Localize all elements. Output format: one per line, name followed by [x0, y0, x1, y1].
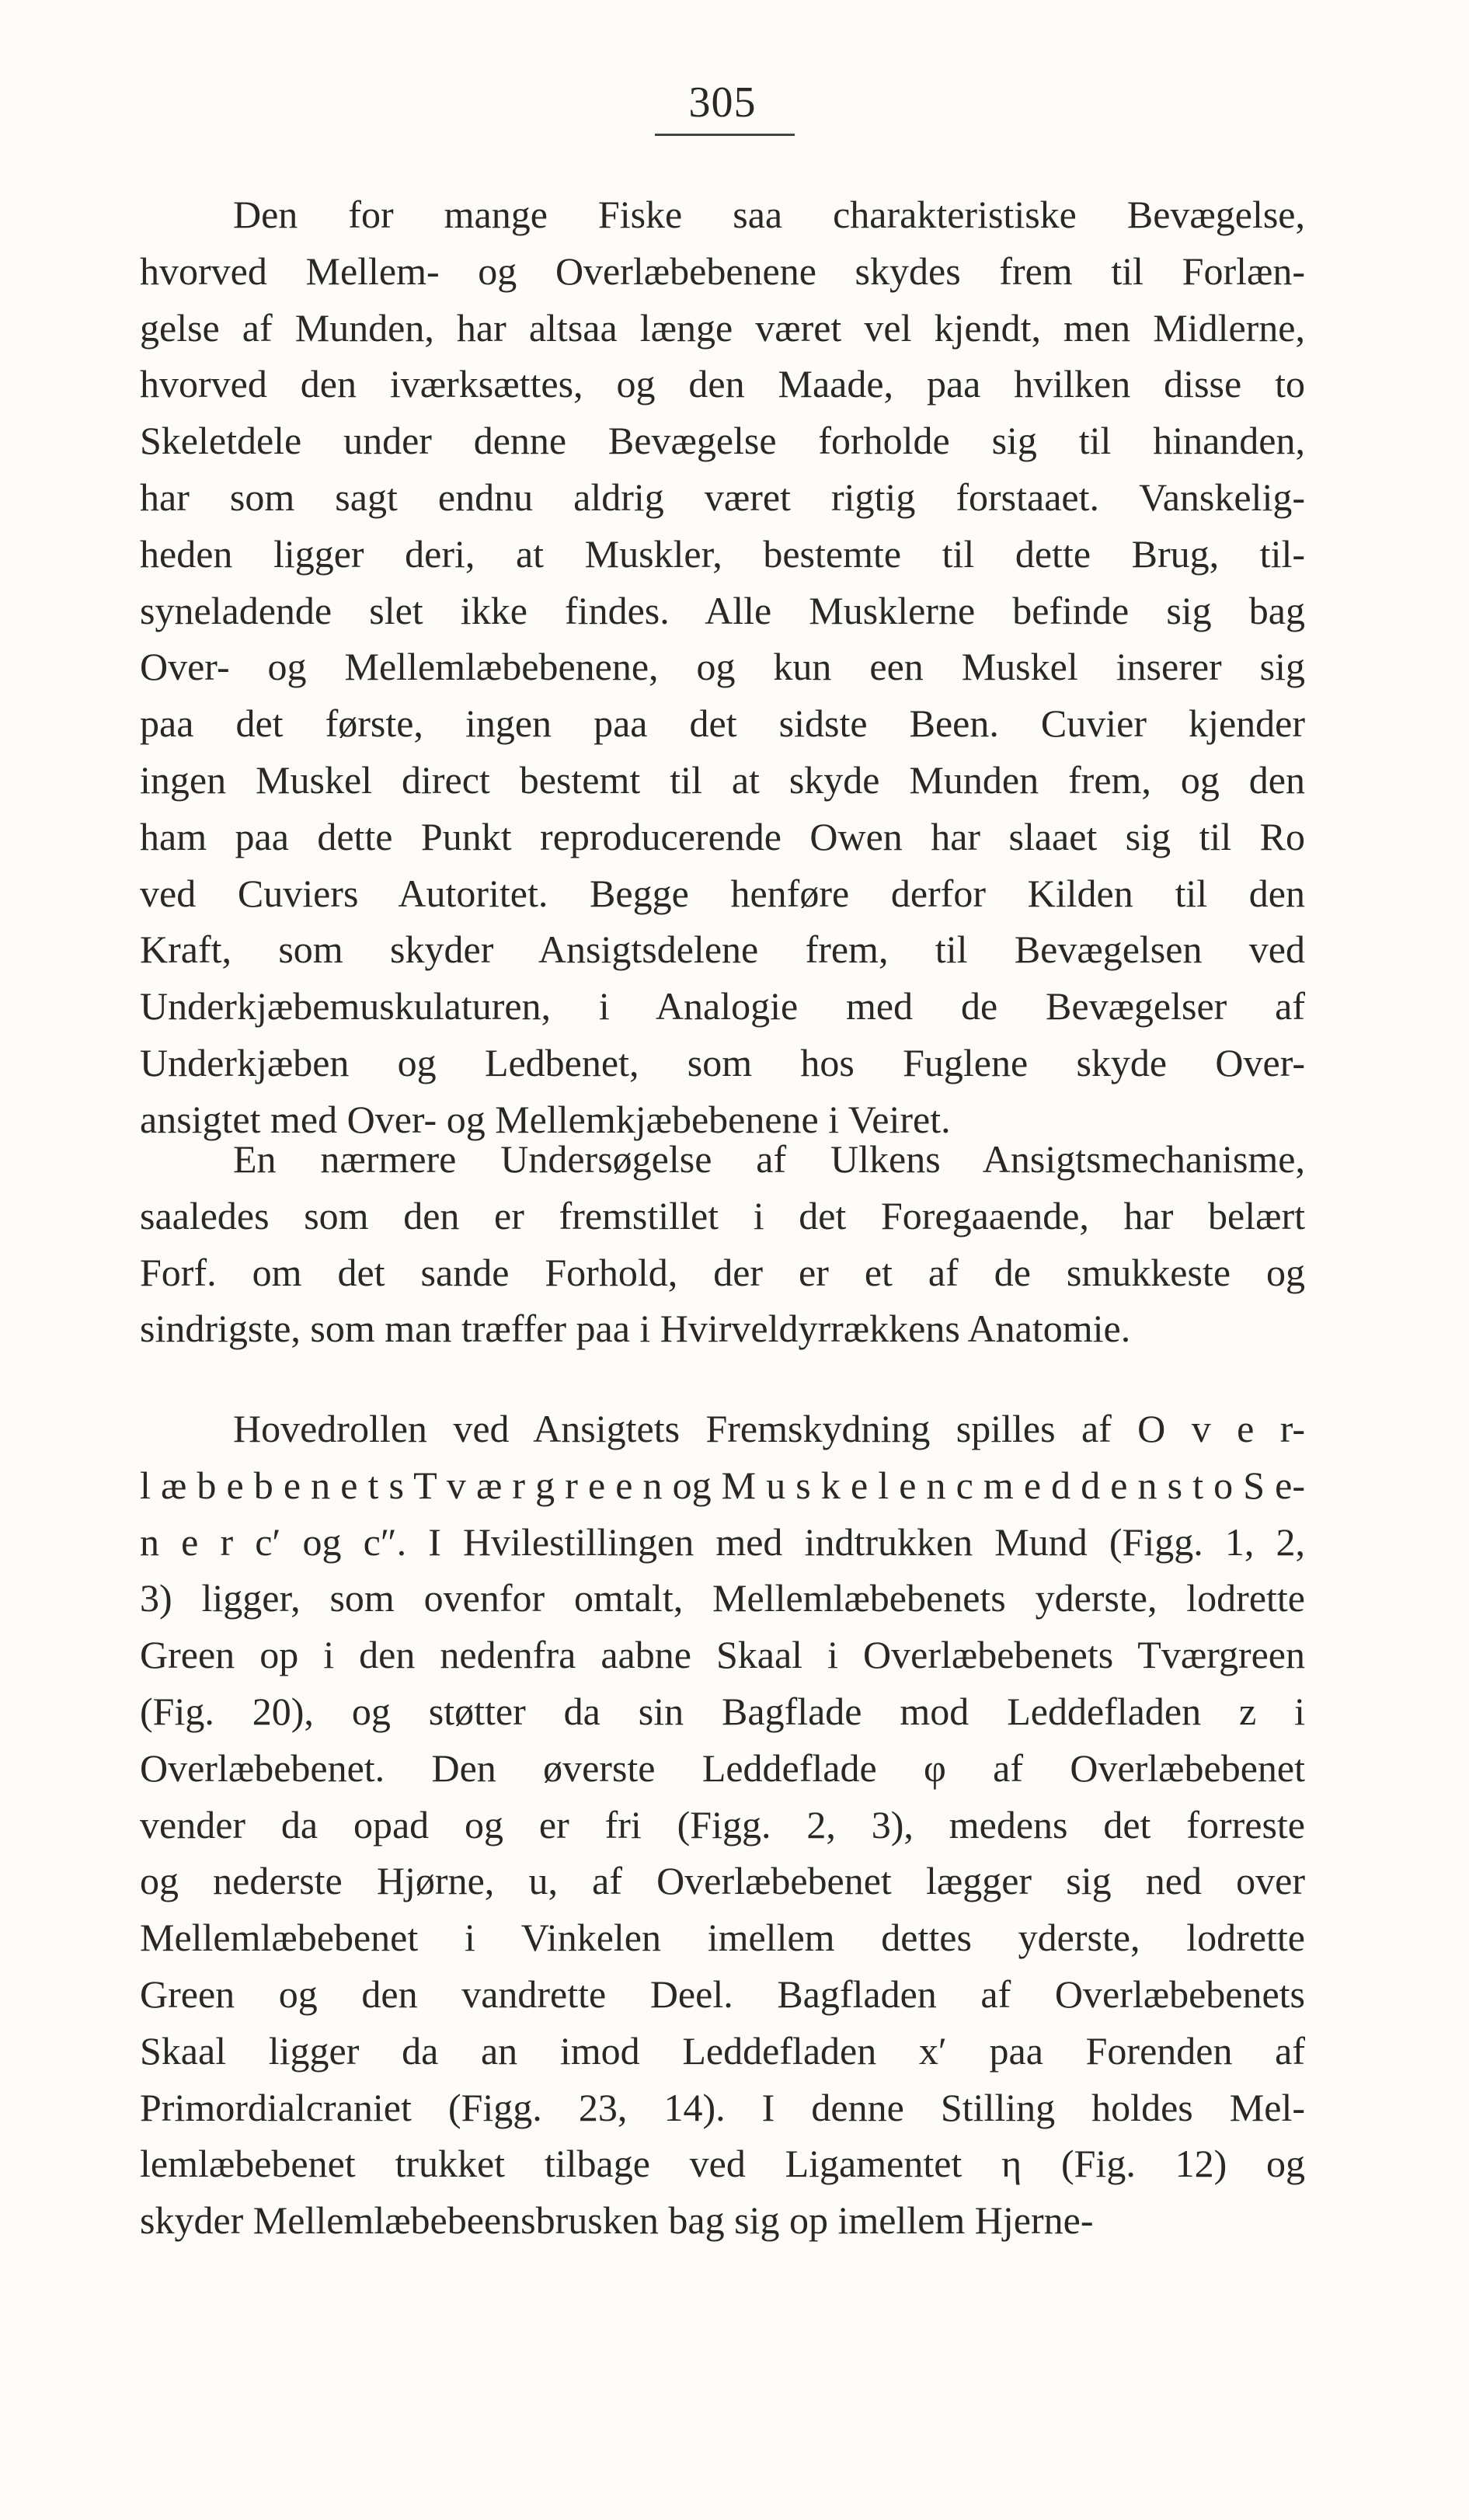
text-line: gelse af Munden, har altsaa længe været vel kjendt, men Midlerne, — [140, 305, 1305, 350]
text-line: ved Cuviers Autoritet. Begge henføre derfor Kilden til den — [140, 871, 1305, 915]
text-line: paa det første, ingen paa det sidste Been. Cuvier kjender — [140, 701, 1305, 746]
text-line: Over- og Mellemlæbebenene, og kun een Muskel inserer sig — [140, 645, 1305, 689]
text-line: sindrigste, som man træffer paa i Hvirveldyrrækkens Anatomie. — [140, 1307, 1131, 1351]
text-line: har som sagt endnu aldrig været rigtig forstaaet. Vanskelig- — [140, 475, 1305, 519]
page-number: 305 — [688, 78, 757, 127]
text-line: ansigtet med Over- og Mellemkjæbebenene i Veiret. — [140, 1097, 951, 1141]
paragraph-1 — [140, 186, 1305, 1148]
text-line: l æ b e b e n e t s T v æ r g r e e n og M u s k e l e n c m e d d e n s t o S e- — [140, 1463, 1305, 1507]
text-line: Hovedrollen ved Ansigtets Fremskydning spilles af O v e r- — [233, 1407, 1305, 1450]
text-line: 3) ligger, som ovenfor omtalt, Mellemlæbebenets yderste, lodrette — [140, 1576, 1305, 1620]
text-line: Forf. om det sande Forhold, der er et af de smukkeste og — [140, 1250, 1305, 1294]
text-line: heden ligger deri, at Muskler, bestemte til dette Brug, til- — [140, 531, 1305, 576]
page-number-rule — [655, 134, 795, 136]
text-line: ingen Muskel direct bestemt til at skyde Munden frem, og den — [140, 757, 1305, 802]
text-line: Primordialcraniet (Figg. 23, 14). I denne Stilling holdes Mel- — [140, 2085, 1305, 2129]
text-line: Skaal ligger da an imod Leddefladen x′ paa Forenden af — [140, 2028, 1305, 2073]
text-line: lemlæbebenet trukket tilbage ved Ligamentet η (Fig. 12) og — [140, 2142, 1305, 2186]
paragraph-2 — [140, 1131, 1305, 1357]
text-line: ham paa dette Punkt reproducerende Owen har slaaet sig til Ro — [140, 814, 1305, 858]
text-line: Overlæbebenet. Den øverste Leddeflade φ af Overlæbebenet — [140, 1746, 1305, 1790]
paragraph-3 — [140, 1401, 1305, 2249]
text-line: n e r c′ og c″. I Hvilestillingen med indtrukken Mund (Figg. 1, 2, — [140, 1519, 1305, 1564]
text-line: og nederste Hjørne, u, af Overlæbebenet lægger sig ned over — [140, 1859, 1305, 1903]
text-line: hvorved Mellem- og Overlæbebenene skydes frem til Forlæn- — [140, 249, 1305, 293]
text-line: hvorved den iværksættes, og den Maade, paa hvilken disse to — [140, 362, 1305, 406]
text-line: Underkjæben og Ledbenet, som hos Fuglene skyde Over- — [140, 1040, 1305, 1084]
text-line: Kraft, som skyder Ansigtsdelene frem, til Bevægelsen ved — [140, 928, 1305, 972]
text-line: saaledes som den er fremstillet i det Foregaaende, har belært — [140, 1193, 1305, 1237]
text-line: skyder Mellemlæbebeensbrusken bag sig op imellem Hjerne- — [140, 2198, 1094, 2243]
text-line: Green og den vandrette Deel. Bagfladen af Overlæbebenets — [140, 1972, 1305, 2016]
text-line: syneladende slet ikke findes. Alle Musklerne befinde sig bag — [140, 588, 1305, 632]
text-line: En nærmere Undersøgelse af Ulkens Ansigtsmechanisme, — [233, 1137, 1305, 1181]
text-line: (Fig. 20), og støtter da sin Bagflade mod Leddefladen z i — [140, 1689, 1305, 1733]
text-line: Den for mange Fiske saa charakteristiske Bevægelse, — [233, 193, 1305, 236]
text-line: Mellemlæbebenet i Vinkelen imellem dettes yderste, lodrette — [140, 1916, 1305, 1960]
text-line: Skeletdele under denne Bevægelse forholde sig til hinanden, — [140, 419, 1305, 463]
text-line: Green op i den nedenfra aabne Skaal i Overlæbebenets Tværgreen — [140, 1633, 1305, 1677]
text-line: Underkjæbemuskulaturen, i Analogie med de Bevægelser af — [140, 984, 1305, 1029]
text-line: vender da opad og er fri (Figg. 2, 3), medens det forreste — [140, 1802, 1305, 1846]
